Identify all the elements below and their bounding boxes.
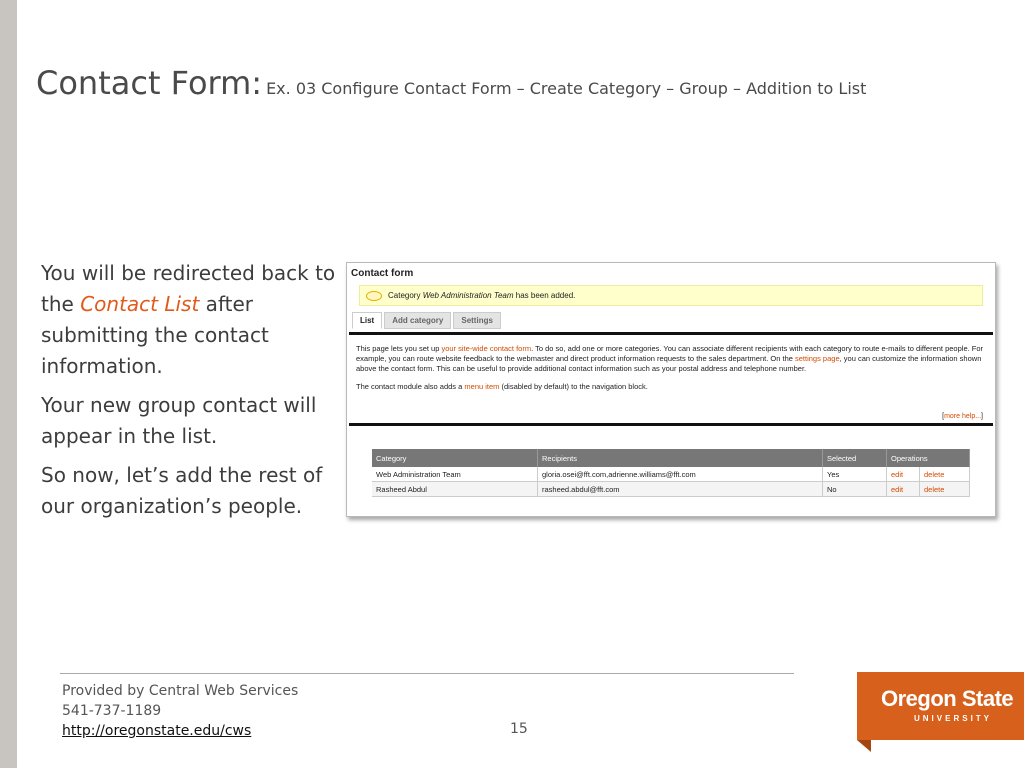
table-header-row: [372, 449, 970, 467]
description-paragraph-2: [356, 382, 986, 392]
logo-line-1: Oregon State: [881, 686, 1014, 711]
title-subtitle: Ex. 03 Configure Contact Form – Create Category – Group – Addition to List: [266, 79, 867, 98]
table-row: [372, 467, 970, 482]
footer-url-link[interactable]: http://oregonstate.edu/cws: [62, 723, 252, 739]
message-prefix: Category: [388, 291, 423, 300]
column-header-operations: Operations: [887, 449, 970, 467]
desc1-text-a: This page lets you set up: [356, 344, 442, 353]
settings-page-link[interactable]: settings page: [795, 354, 840, 363]
category-table: [372, 449, 970, 497]
logo-line-2: UNIVERSITY: [914, 714, 993, 723]
page-title: [36, 64, 866, 102]
column-header-selected[interactable]: Selected: [823, 449, 887, 467]
description: [356, 344, 986, 400]
speech-bubble-icon: [366, 291, 382, 301]
oregon-state-logo: [857, 672, 1024, 740]
title-main: Contact Form:: [36, 64, 263, 102]
table-row: [372, 482, 970, 497]
column-header-recipients[interactable]: Recipients: [538, 449, 823, 467]
desc2-text-b: (disabled by default) to the navigation block.: [499, 382, 648, 391]
status-message-text: [388, 291, 575, 300]
desc1-text-b: . To do so, add one or more categories. You can associate different recipients with each category to route e-mails to different people. For example, you can route website feedback to the webmaster and direct product information requests to the sales department. On the: [356, 344, 984, 363]
message-category: Web Administration Team: [422, 291, 514, 300]
site-wide-contact-form-link[interactable]: your site-wide contact form: [441, 344, 532, 353]
p1-text-b: after submitting the contact information.: [41, 292, 269, 378]
more-help-close-bracket: ]: [981, 413, 983, 420]
cell-selected: No: [823, 482, 887, 497]
left-accent-bar: [0, 0, 17, 768]
tab-list[interactable]: List: [352, 312, 382, 329]
divider-top: [349, 332, 993, 335]
edit-link[interactable]: edit: [887, 482, 920, 497]
more-help: [942, 413, 983, 420]
paragraph-2: Your new group contact will appear in the list.: [41, 393, 317, 448]
footer-phone: 541-737-1189: [62, 703, 162, 719]
edit-link[interactable]: edit: [887, 467, 920, 482]
more-help-link[interactable]: more help...: [944, 413, 982, 420]
delete-link[interactable]: delete: [920, 482, 970, 497]
contact-form-screenshot: [346, 262, 996, 517]
menu-item-link[interactable]: menu item: [464, 382, 500, 391]
p1-text-a: You will be redirected back to the: [41, 261, 336, 316]
column-header-category[interactable]: Category: [372, 449, 538, 467]
message-suffix: has been added.: [513, 291, 576, 300]
footer: [62, 681, 298, 741]
tab-settings[interactable]: Settings: [453, 312, 501, 329]
cell-selected: Yes: [823, 467, 887, 482]
tab-bar: [352, 312, 503, 329]
footer-provider: Provided by Central Web Services: [62, 683, 299, 699]
paragraph-1: [41, 258, 341, 382]
description-paragraph-1: [356, 344, 986, 374]
cell-recipients: rasheed.abdul@fft.com: [538, 482, 823, 497]
tab-add-category[interactable]: Add category: [384, 312, 451, 329]
page-number: 15: [510, 721, 528, 737]
status-message: [359, 285, 983, 306]
cell-category: Rasheed Abdul: [372, 482, 538, 497]
delete-link[interactable]: delete: [920, 467, 970, 482]
contact-list-emphasis: Contact List: [80, 292, 200, 316]
more-help-open-bracket: [: [942, 413, 945, 420]
divider-bottom: [349, 423, 993, 426]
paragraph-3: So now, let’s add the rest of our organization’s people.: [41, 463, 323, 518]
desc1-text-c: , you can customize the information shown above the contact form. This can be useful to provide additional contact information such as your postal address and telephone number.: [356, 354, 982, 373]
cell-recipients: gloria.osei@fft.com,adrienne.williams@fft.com: [538, 467, 823, 482]
body-text: [41, 258, 341, 530]
screenshot-heading: Contact form: [351, 268, 414, 279]
footer-divider: [60, 673, 794, 674]
desc2-text-a: The contact module also adds a: [356, 382, 465, 391]
cell-category: Web Administration Team: [372, 467, 538, 482]
